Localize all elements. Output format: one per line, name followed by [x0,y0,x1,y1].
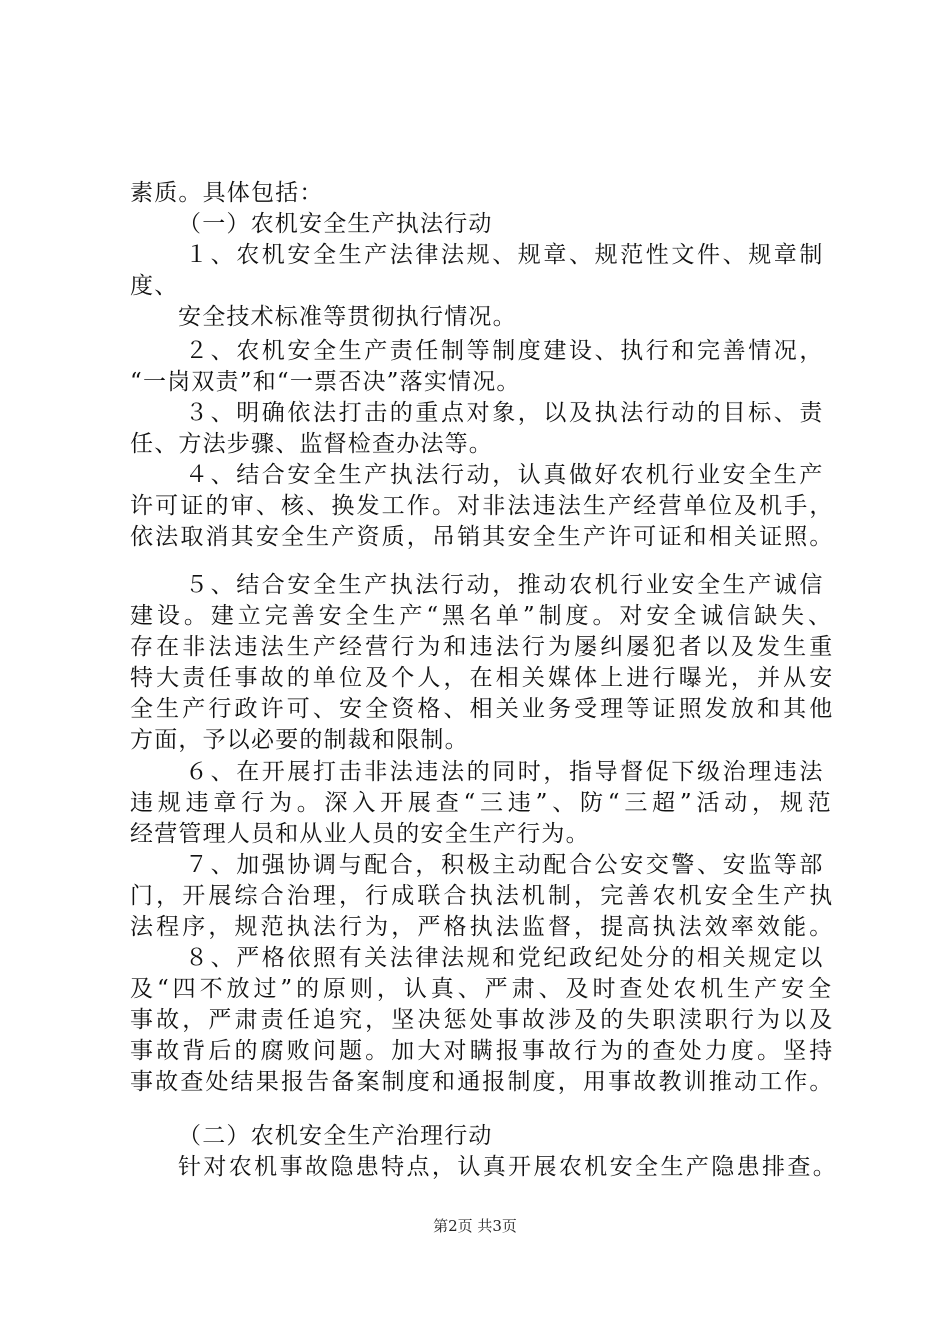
text-line: 方面，予以必要的制裁和限制。 [130,727,469,753]
text-line: ８、严格依照有关法律法规和党纪政纪处分的相关规定以 [185,945,825,971]
text-line: 特大责任事故的单位及个人，在相关媒体上进行曝光，并从安 [130,665,836,691]
text-line: 法程序，规范执法行为，严格执法监督，提高执法效率效能。 [130,914,836,940]
text-line: 全生产行政许可、安全资格、相关业务受理等证照发放和其他 [130,696,836,722]
text-line: 经营管理人员和从业人员的安全生产行为。 [130,821,590,847]
text-line: 依法取消其安全生产资质，吊销其安全生产许可证和相关证照。 [130,524,835,550]
text-line: ５、结合安全生产执法行动，推动农机行业安全生产诚信 [185,572,825,598]
text-line: １、农机安全生产法律法规、规章、规范性文件、规章制 [185,242,825,268]
text-line: ４、结合安全生产执法行动，认真做好农机行业安全生产 [185,462,825,488]
text-line: ２、农机安全生产责任制等制度建设、执行和完善情况， [185,338,825,364]
text-line: 安全技术标准等贯彻执行情况。 [178,304,517,330]
page-footer: 第2页 共3页 [433,1217,517,1235]
text-line: ７、加强协调与配合，积极主动配合公安交警、安监等部 [185,852,825,878]
text-line: “一岗双责”和“一票否决”落实情况。 [130,369,521,395]
text-line: 事故查处结果报告备案制度和通报制度，用事故教训推动工作。 [130,1069,835,1095]
text-line: 建设。建立完善安全生产“黑名单”制度。对安全诚信缺失、 [130,603,835,629]
text-line: ３、明确依法打击的重点对象，以及执法行动的目标、责 [185,400,825,426]
text-line: 事故，严肃责任追究，坚决惩处事故涉及的失职渎职行为以及 [130,1007,836,1033]
text-line: ６、在开展打击非法违法的同时，指导督促下级治理违法 [185,759,825,785]
text-line: 针对农机事故隐患特点，认真开展农机安全生产隐患排查。 [178,1154,839,1180]
text-line: 门，开展综合治理，行成联合执法机制，完善农机安全生产执 [130,883,836,909]
text-line: （二）农机安全生产治理行动 [178,1123,493,1149]
text-line: 违规违章行为。深入开展查“三违”、防“三超”活动，规范 [130,790,836,816]
text-line: 事故背后的腐败问题。加大对瞒报事故行为的查处力度。坚持 [130,1038,836,1064]
text-line: 度、 [130,273,179,299]
text-line: （一）农机安全生产执法行动 [178,211,493,237]
text-line: 许可证的审、核、换发工作。对非法违法生产经营单位及机手， [130,493,835,519]
text-line: 素质。具体包括： [130,180,324,206]
text-line: 及“四不放过”的原则，认真、严肃、及时查处农机生产安全 [130,976,835,1002]
text-line: 存在非法违法生产经营行为和违法行为屡纠屡犯者以及发生重 [130,634,836,660]
text-line: 任、方法步骤、监督检查办法等。 [130,431,493,457]
